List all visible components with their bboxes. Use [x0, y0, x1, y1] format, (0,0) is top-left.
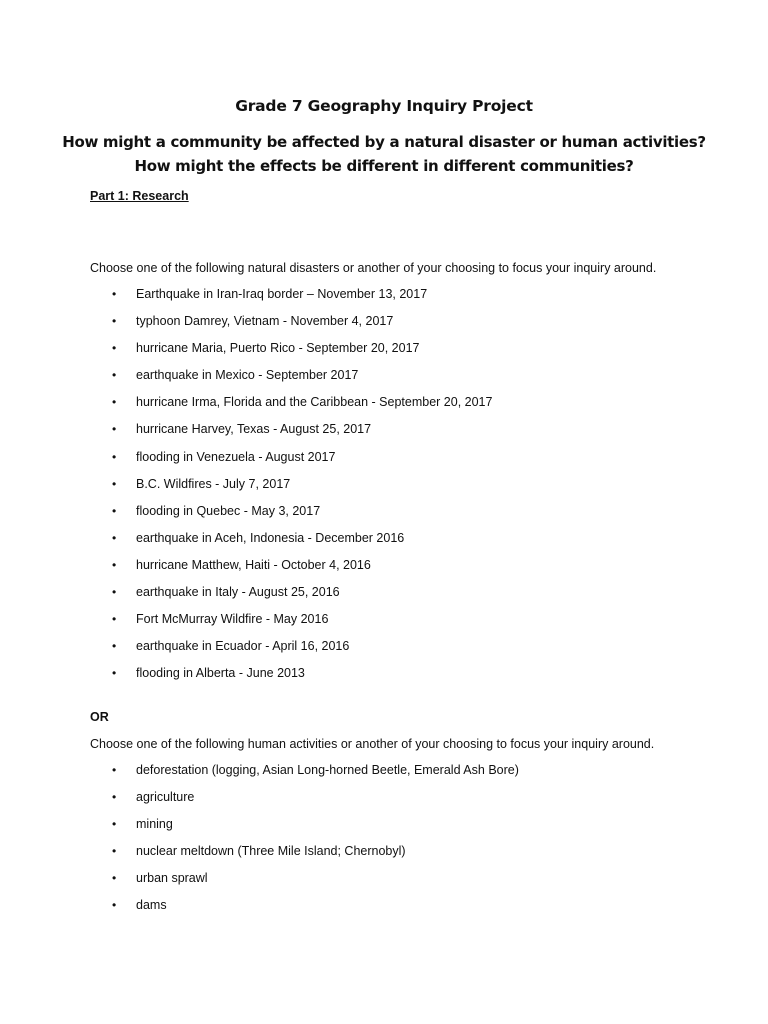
list-item-text: earthquake in Italy - August 25, 2016 [136, 585, 340, 600]
list-item-text: dams [136, 898, 167, 913]
list-item [0, 477, 492, 504]
bullet-icon: • [112, 817, 117, 832]
bullet-icon: • [112, 314, 117, 329]
bullet-icon: • [112, 612, 117, 627]
list-item [0, 898, 519, 925]
list-item-text: typhoon Damrey, Vietnam - November 4, 2017 [136, 314, 394, 329]
bullet-icon: • [112, 341, 117, 356]
list-item [0, 666, 492, 693]
list-item-text: flooding in Venezuela - August 2017 [136, 449, 336, 464]
list-item [0, 287, 492, 314]
list-item [0, 817, 519, 844]
bullet-icon: • [112, 530, 117, 545]
bullet-icon: • [112, 476, 117, 491]
bullet-icon: • [112, 422, 117, 437]
list-item-text: hurricane Maria, Puerto Rico - September 20, 2017 [136, 341, 420, 356]
human-activities-intro: Choose one of the following human activities or another of your choosing to focus your inquiry around. [90, 737, 655, 751]
bullet-icon: • [112, 557, 117, 572]
list-item [0, 844, 519, 871]
bullet-icon: • [112, 368, 117, 383]
list-item [0, 341, 492, 368]
list-item [0, 585, 492, 612]
document-title: Grade 7 Geography Inquiry Project [235, 97, 533, 115]
list-item [0, 504, 492, 531]
list-item [0, 639, 492, 666]
inquiry-question-line-2: How might the effects be different in different communities? [134, 157, 634, 175]
list-item [0, 422, 492, 449]
bullet-icon: • [112, 503, 117, 518]
human-activities-list [0, 763, 519, 926]
list-item-text: Fort McMurray Wildfire - May 2016 [136, 612, 329, 627]
list-item-text: mining [136, 817, 173, 832]
list-item-text: flooding in Alberta - June 2013 [136, 666, 305, 681]
bullet-icon: • [112, 449, 117, 464]
bullet-icon: • [112, 871, 117, 886]
list-item-text: flooding in Quebec - May 3, 2017 [136, 503, 321, 518]
section-heading-research: Part 1: Research [90, 189, 189, 203]
list-item-text: nuclear meltdown (Three Mile Island; Chernobyl) [136, 844, 406, 859]
bullet-icon: • [112, 844, 117, 859]
list-item-text: hurricane Harvey, Texas - August 25, 2017 [136, 422, 372, 437]
inquiry-question-line-1: How might a community be affected by a natural disaster or human activities? [62, 133, 706, 151]
list-item [0, 314, 492, 341]
list-item [0, 368, 492, 395]
bullet-icon: • [112, 287, 117, 301]
bullet-icon: • [112, 666, 117, 681]
bullet-icon: • [112, 639, 117, 654]
list-item-text: deforestation (logging, Asian Long-horned Beetle, Emerald Ash Bore) [136, 763, 519, 777]
list-item-text: earthquake in Mexico - September 2017 [136, 368, 359, 383]
list-item [0, 395, 492, 422]
list-item [0, 871, 519, 898]
list-item [0, 450, 492, 477]
list-item-text: hurricane Irma, Florida and the Caribbean - September 20, 2017 [136, 395, 493, 410]
list-item [0, 763, 519, 790]
list-item [0, 531, 492, 558]
list-item [0, 790, 519, 817]
list-item-text: urban sprawl [136, 871, 208, 886]
list-item-text: hurricane Matthew, Haiti - October 4, 2016 [136, 557, 371, 572]
bullet-icon: • [112, 763, 117, 777]
list-item [0, 558, 492, 585]
list-item-text: earthquake in Aceh, Indonesia - December 2016 [136, 530, 405, 545]
bullet-icon: • [112, 585, 117, 600]
bullet-icon: • [112, 898, 117, 913]
list-item-text: Earthquake in Iran-Iraq border – November 13, 2017 [136, 287, 428, 301]
list-item [0, 612, 492, 639]
list-item-text: earthquake in Ecuador - April 16, 2016 [136, 639, 350, 654]
natural-disasters-list [0, 287, 492, 693]
list-item-text: B.C. Wildfires - July 7, 2017 [136, 476, 291, 491]
list-item-text: agriculture [136, 790, 195, 805]
or-label: OR [90, 710, 109, 724]
bullet-icon: • [112, 790, 117, 805]
bullet-icon: • [112, 395, 117, 410]
natural-disasters-intro: Choose one of the following natural disasters or another of your choosing to focus your inquiry around. [90, 261, 657, 275]
